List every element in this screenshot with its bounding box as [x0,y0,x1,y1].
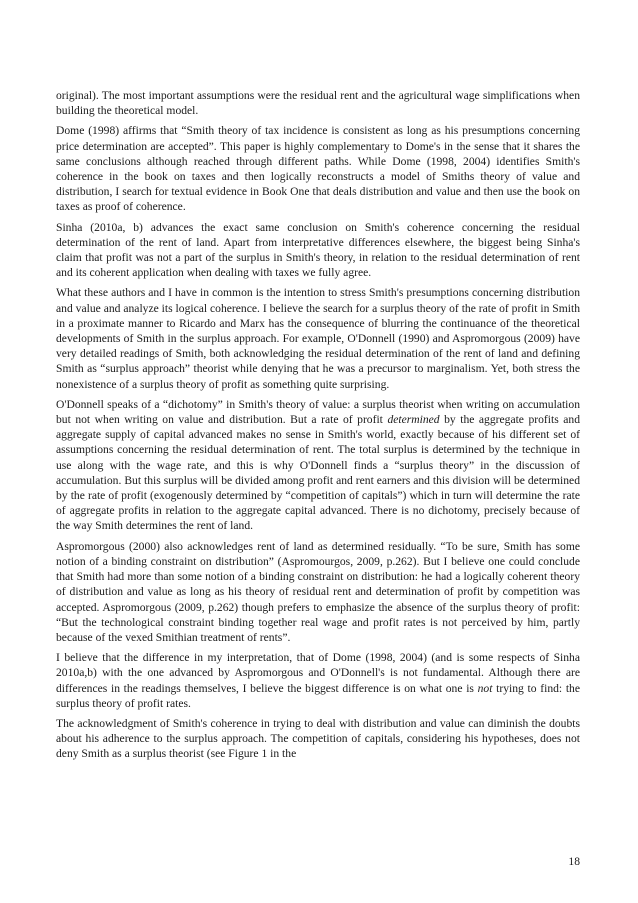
paragraph-5 [56,397,580,534]
paragraph-7-text-a: I believe that the difference in my interpretation, that of Dome (1998, 2004) (and is some respects of Sinha 2010a,b) with the one advanced by Aspromorgous and O'Donnell's is not fundamental. Although there are differences in the readings themselves, I believe the biggest difference is on what one is [56,651,580,695]
paragraph-6: Aspromorgous (2000) also acknowledges rent of land as determined residually. “To be sure, Smith has some notion of a binding constraint on distribution” (Aspromourgos, 2009, p.262). But I believe one could conclude that Smith had more than some notion of a binding constraint on distribution: he had a logically coherent theory of distribution and value as long as his theory of residual rent and determination of profit by competition was accepted. Aspromorgous (2009, p.262) though prefers to emphasize the absence of the surplus theory of profit: “But the technological constraint binding together real wage and profit rates is not perceived by him, partly because of the vexed Smithian treatment of rents”. [56,539,580,644]
page-number: 18 [568,855,580,868]
paragraph-4: What these authors and I have in common is the intention to stress Smith's presumptions concerning distribution and value and analyze its logical coherence. I believe the search for a surplus theory of the rate of profit in Smith in a proximate manner to Ricardo and Marx has the consequence of blurring the continuance of the theoretical developments of Smith in the surplus approach. For example, O'Donnell (1990) and Aspromorgous (2009) have very detailed readings of Smith, both acknowledging the residual determination of the rent of land and defining Smith as “surplus approach” theorist while denying that he was a precursor to marginalism. Yet, both stress the nonexistence of a surplus theory of profit as something quite surprising. [56,286,580,391]
paragraph-5-text-a: O'Donnell speaks of a “dichotomy” in Smith's theory of value: a surplus theorist when writing on accumulation but not when writing on value and distribution. But a rate of profit [56,397,580,427]
document-body [56,88,580,767]
paragraph-8: The acknowledgment of Smith's coherence in trying to deal with distribution and value can diminish the doubts about his adherence to the surplus approach. The competition of capitals, considering his hypotheses, does not deny Smith as a surplus theorist (see Figure 1 in the [56,716,580,761]
paragraph-7-emphasis: not [477,681,493,695]
paragraph-7-text-b: trying to find: the surplus theory of profit rates. [56,681,580,710]
paragraph-5-emphasis: determined [387,413,440,427]
paragraph-7 [56,650,580,711]
paragraph-2: Dome (1998) affirms that “Smith theory of tax incidence is consistent as long as his presumptions concerning price determination are accepted”. This paper is highly complementary to Dome's in the sense that it shares the same conclusions although reached through different paths. While Dome (1998, 2004) identifies Smith's coherence in the book on taxes and then logically reconstructs a model of Smiths theory of value and distribution, I search for textual evidence in Book One that deals distribution and value and then use the book on taxes as proof of coherence. [56,124,580,214]
paragraph-1: original). The most important assumptions were the residual rent and the agricultural wage simplifications when building the theoretical model. [56,89,580,118]
paragraph-3: Sinha (2010a, b) advances the exact same conclusion on Smith's coherence concerning the residual determination of the rent of land. Apart from interpretative differences elsewhere, the biggest being Sinha's claim that profit was not a part of the surplus in Smith's theory, in relation to the residual determination of rent and its coherent application when dealing with taxes we fully agree. [56,220,580,280]
paragraph-5-text-b: by the aggregate profits and aggregate supply of capital advanced makes no sense in Smith's world, exactly because of his different set of assumptions concerning the residual determination of rent. The total surplus is determined by the technique in use along with the wage rate, and this is why O'Donnell finds a “surplus theory” in the discussion of accumulation. But this surplus will be divided among profit and rent earners and this division will be determined by the rate of profit (exogenously determined by “competition of capitals”) which in turn will determine the rate of aggregate profits in relation to the aggregate capital advanced. There is no dichotomy, precisely because of the way Smith determines the rent of land. [56,413,580,533]
